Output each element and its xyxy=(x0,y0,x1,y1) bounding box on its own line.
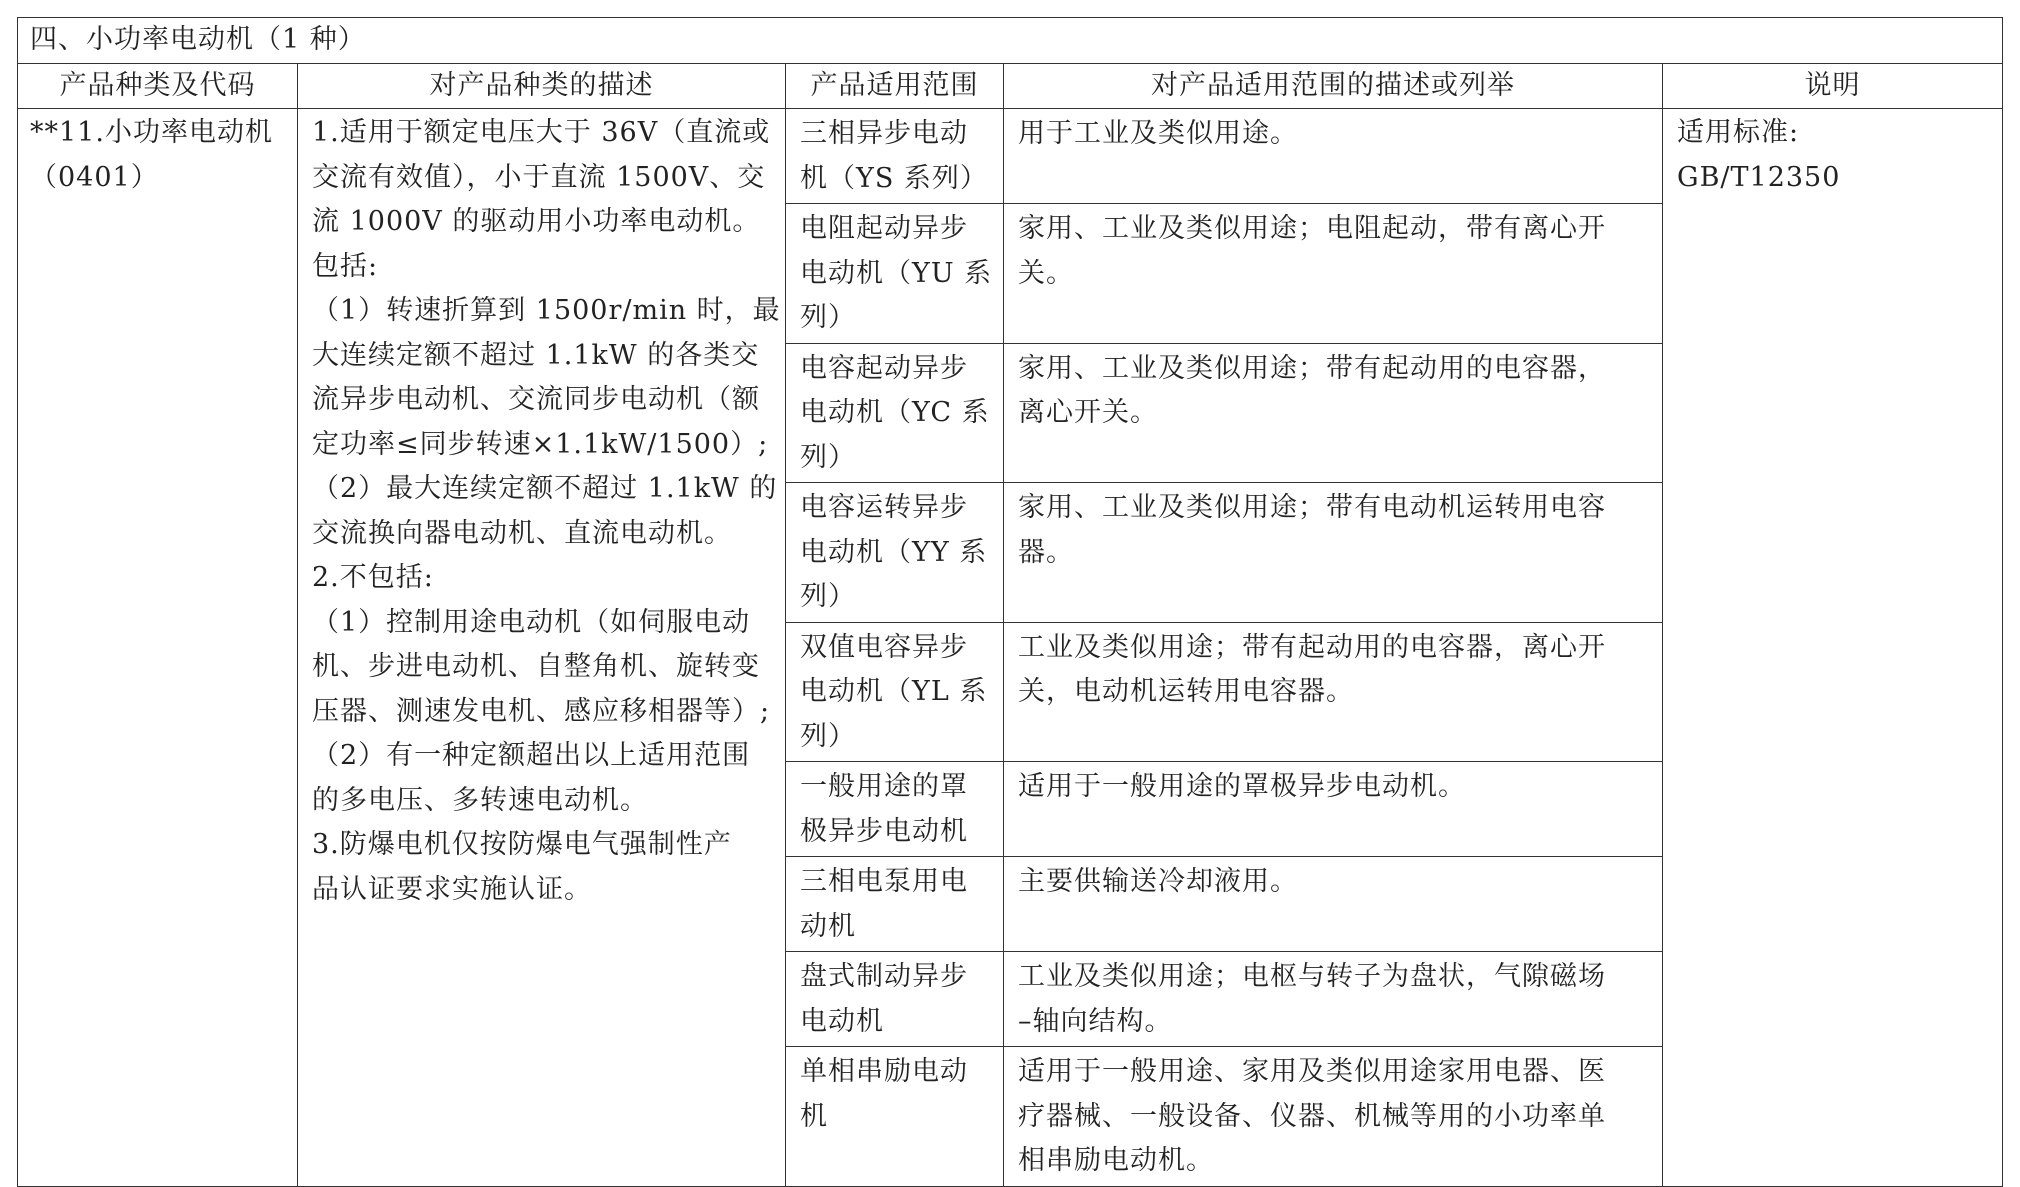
scope-description-line: 用于工业及类似用途。 xyxy=(1018,118,1298,149)
scope-cell xyxy=(786,343,1004,483)
scope-line: 机 xyxy=(800,1100,828,1132)
scope-line: 一般用途的罩 xyxy=(800,771,968,802)
description-line: 品认证要求实施认证。 xyxy=(312,873,592,905)
scope-line: 机（YS 系列） xyxy=(800,162,988,194)
scope-line: 盘式制动异步 xyxy=(800,961,968,992)
header-row xyxy=(18,63,2003,109)
section-title-row xyxy=(18,18,2003,64)
product-code-line: （0401） xyxy=(30,161,159,193)
scope-description-line: 疗器械、一般设备、仪器、机械等用的小功率单 xyxy=(1018,1100,1606,1132)
header-scope-desc: 对产品适用范围的描述或列举 xyxy=(1004,63,1663,109)
note-line: GB/T12350 xyxy=(1677,161,1841,193)
scope-description-cell xyxy=(1004,343,1663,483)
description-line: 机、步进电动机、自整角机、旋转变 xyxy=(312,651,760,682)
scope-description-line: 适用于一般用途的罩极异步电动机。 xyxy=(1018,771,1466,802)
description-line: 流 1000V 的驱动用小功率电动机。 xyxy=(312,206,761,237)
description-line: 3.防爆电机仅按防爆电气强制性产 xyxy=(312,829,732,860)
description-line: 压器、测速发电机、感应移相器等）; xyxy=(312,695,771,727)
section-title: 四、小功率电动机（1 种） xyxy=(18,18,2003,64)
scope-description-line: 家用、工业及类似用途；电阻起动，带有离心开 xyxy=(1018,213,1606,244)
description-line: 流异步电动机、交流同步电动机（额 xyxy=(312,384,760,415)
scope-description-line: 相串励电动机。 xyxy=(1018,1145,1214,1176)
description-line: （2）有一种定额超出以上适用范围 xyxy=(312,740,751,771)
scope-line: 列） xyxy=(800,302,856,333)
scope-line: 双值电容异步 xyxy=(800,631,968,663)
scope-cell xyxy=(786,109,1004,204)
scope-description-cell xyxy=(1004,1047,1663,1187)
product-code-line: **11.小功率电动机 xyxy=(30,117,273,148)
description-line: （1）转速折算到 1500r/min 时，最 xyxy=(312,295,781,326)
scope-line: 列） xyxy=(800,581,856,612)
scope-description-cell xyxy=(1004,204,1663,344)
scope-description-line: 工业及类似用途；带有起动用的电容器，离心开 xyxy=(1018,631,1606,663)
scope-cell xyxy=(786,857,1004,952)
header-type-desc: 对产品种类的描述 xyxy=(298,63,786,109)
description-line: （1）控制用途电动机（如伺服电动 xyxy=(312,606,751,638)
scope-line: 电动机 xyxy=(800,1005,884,1037)
scope-cell xyxy=(786,1047,1004,1187)
scope-cell xyxy=(786,762,1004,857)
scope-line: 列） xyxy=(800,441,856,473)
product-code-cell xyxy=(18,109,298,1187)
description-line: （2）最大连续定额不超过 1.1kW 的 xyxy=(312,473,778,504)
scope-cell xyxy=(786,483,1004,623)
description-line: 大连续定额不超过 1.1kW 的各类交 xyxy=(312,339,760,371)
header-code: 产品种类及代码 xyxy=(18,63,298,109)
scope-description-line: 关，电动机运转用电容器。 xyxy=(1018,676,1354,707)
scope-line: 电动机（YC 系 xyxy=(800,397,990,428)
description-line: 的多电压、多转速电动机。 xyxy=(312,784,648,816)
description-line: 定功率≤同步转速×1.1kW/1500）; xyxy=(312,428,769,460)
scope-description-line: 适用于一般用途、家用及类似用途家用电器、医 xyxy=(1018,1056,1606,1087)
scope-description-line: 关。 xyxy=(1018,257,1074,289)
scope-description-line: 家用、工业及类似用途；带有电动机运转用电容 xyxy=(1018,492,1606,523)
scope-line: 极异步电动机 xyxy=(800,815,968,847)
scope-line: 三相电泵用电 xyxy=(800,866,968,897)
scope-description-line: 主要供输送冷却液用。 xyxy=(1018,866,1298,897)
description-line: 交流换向器电动机、直流电动机。 xyxy=(312,517,732,549)
scope-description-line: 离心开关。 xyxy=(1018,397,1158,428)
scope-line: 动机 xyxy=(800,910,856,942)
scope-description-cell xyxy=(1004,109,1663,204)
header-scope: 产品适用范围 xyxy=(786,63,1004,109)
description-line: 交流有效值），小于直流 1500V、交 xyxy=(312,161,766,193)
description-line: 包括: xyxy=(312,250,379,282)
scope-line: 电动机（YY 系 xyxy=(800,536,988,568)
scope-line: 列） xyxy=(800,720,856,752)
scope-description-line: 器。 xyxy=(1018,536,1074,568)
scope-line: 三相异步电动 xyxy=(800,118,968,149)
note-line: 适用标准: xyxy=(1677,117,1800,148)
description-line: 2.不包括: xyxy=(312,562,434,593)
scope-description-line: 工业及类似用途；电枢与转子为盘状，气隙磁场 xyxy=(1018,961,1606,992)
table-row xyxy=(18,109,2003,204)
scope-cell xyxy=(786,622,1004,762)
scope-description-cell xyxy=(1004,857,1663,952)
scope-description-cell xyxy=(1004,622,1663,762)
scope-line: 电容起动异步 xyxy=(800,352,968,384)
scope-line: 电动机（YU 系 xyxy=(800,257,993,289)
standards-document xyxy=(17,17,2002,1187)
scope-line: 单相串励电动 xyxy=(800,1056,968,1087)
scope-description-cell xyxy=(1004,483,1663,623)
product-table xyxy=(17,17,2003,1187)
scope-line: 电动机（YL 系 xyxy=(800,676,988,707)
scope-cell xyxy=(786,952,1004,1047)
header-note: 说明 xyxy=(1663,63,2003,109)
product-type-description-cell xyxy=(298,109,786,1187)
scope-line: 电阻起动异步 xyxy=(800,213,968,244)
note-cell xyxy=(1663,109,2003,1187)
scope-line: 电容运转异步 xyxy=(800,492,968,523)
scope-cell xyxy=(786,204,1004,344)
description-line: 1.适用于额定电压大于 36V（直流或 xyxy=(312,117,771,148)
scope-description-cell xyxy=(1004,762,1663,857)
scope-description-line: 家用、工业及类似用途；带有起动用的电容器， xyxy=(1018,352,1606,384)
scope-description-cell xyxy=(1004,952,1663,1047)
scope-description-line: –轴向结构。 xyxy=(1018,1005,1173,1037)
